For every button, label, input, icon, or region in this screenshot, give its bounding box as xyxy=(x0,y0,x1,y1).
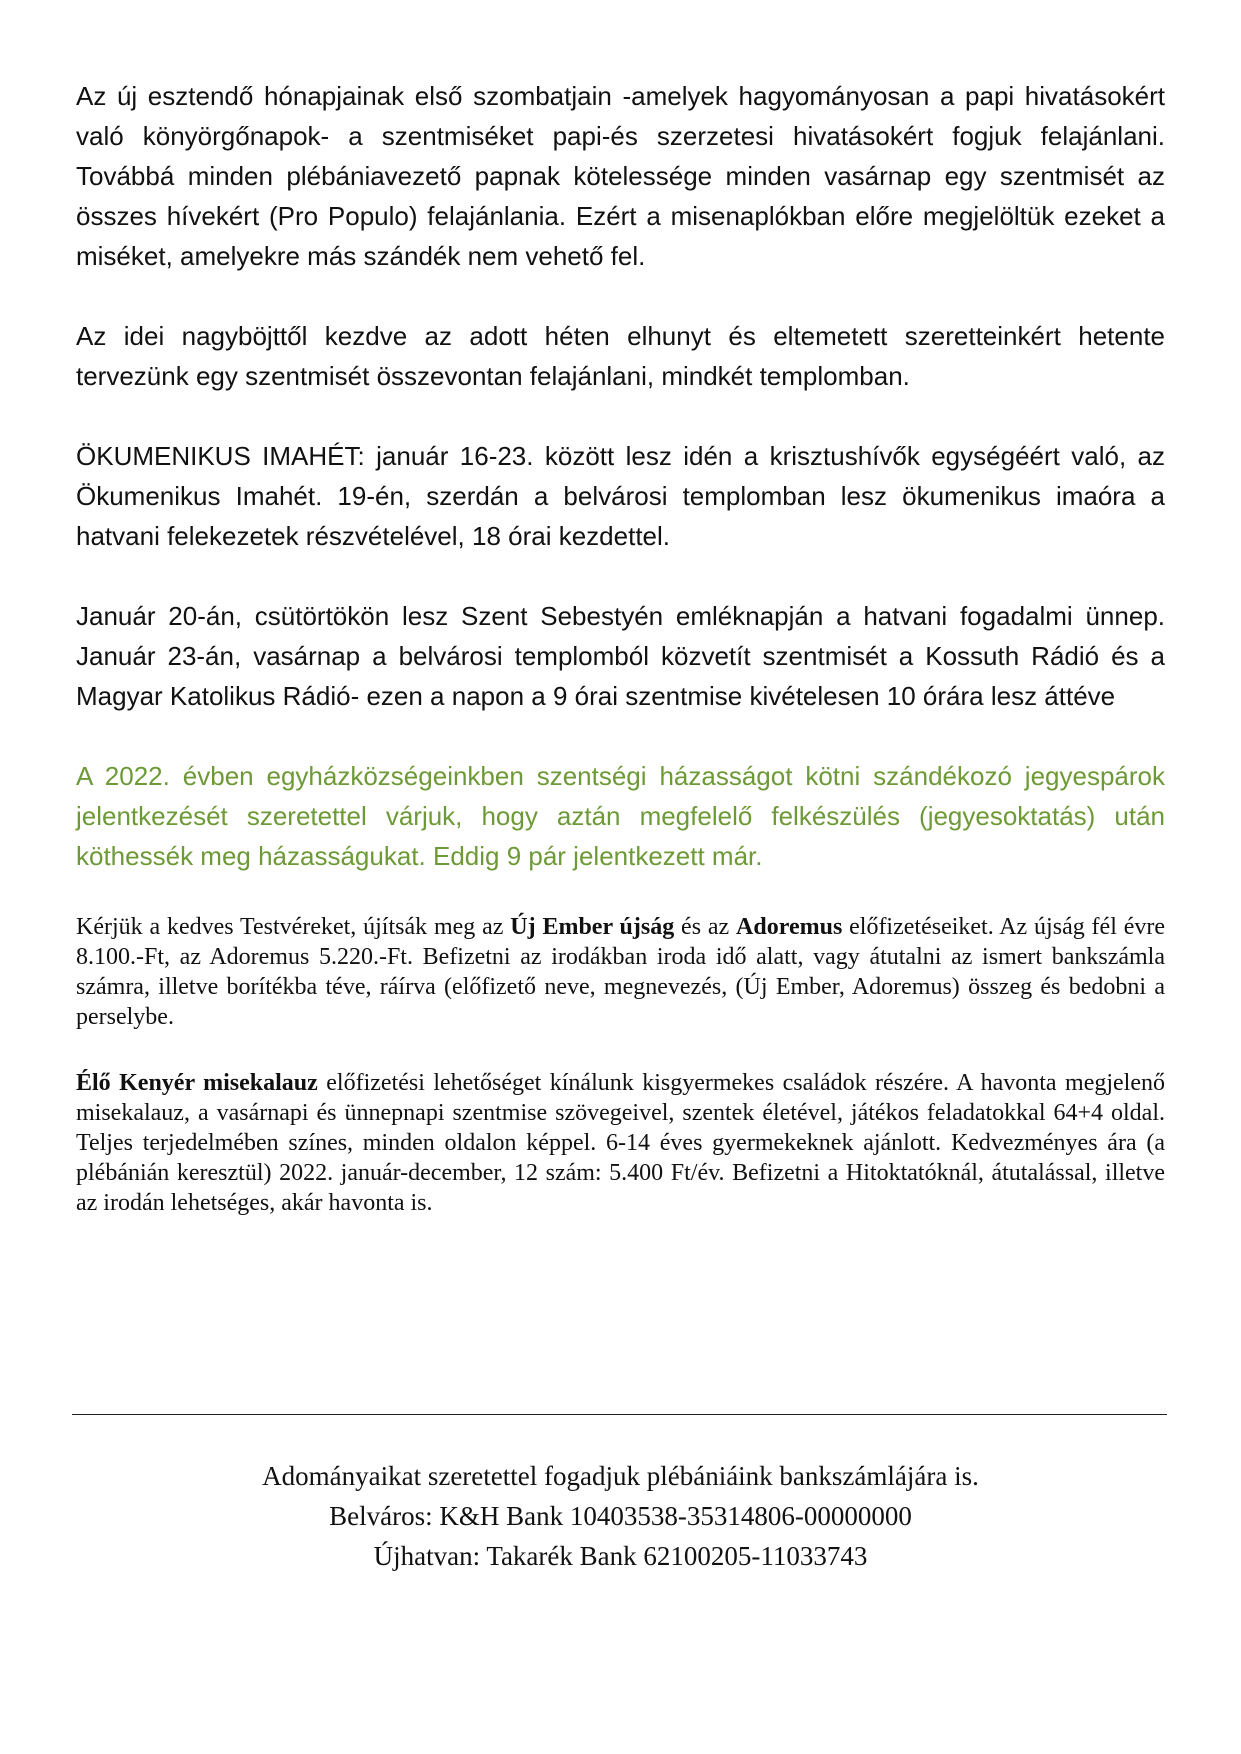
paragraph-feast-broadcast: Január 20-án, csütörtökön lesz Szent Sebestyén emléknapján a hatvani fogadalmi ünnep. Január 23-án, vasárnap a belvárosi templomból közvetít szentmisét a Kossuth Rádió és a Magyar Katolikus Rádió- ezen a napon a 9 órai szentmise kivételesen 10 órára lesz áttéve xyxy=(76,601,1165,711)
subscriptions-text-1: Kérjük a kedves Testvéreket, újítsák meg az xyxy=(76,914,511,940)
paragraph-subscriptions xyxy=(76,912,1165,1032)
uj-ember-title: Új Ember újság xyxy=(510,914,675,940)
paragraph-vocations: Az új esztendő hónapjainak első szombatjain -amelyek hagyományosan a papi hivatásokért való könyörgőnapok- a szentmiséket papi-és szerzetesi hivatásokért fogjuk felajánlani. Továbbá minden plébániavezető papnak kötelessége minden vasárnap egy szentmisét az összes hívekért (Pro Populo) felajánlania. Ezért a misenaplókban előre megjelöltük ezeket a miséket, amelyekre más szándék nem vehető fel. xyxy=(76,81,1165,271)
bank-account-belvaros: Belváros: K&H Bank 10403538-35314806-00000000 xyxy=(329,1501,912,1531)
subscriptions-text-3: előfizetéseiket. Az újság fél évre 8.100.-Ft, az Adoremus 5.220.-Ft. Befizetni az irodákban iroda idő alatt, vagy átutalni az ismert bankszámla számra, illetve borítékba téve, ráírva (előfizető neve, megnevezés, (Új Ember, Adoremus) összeg és bedobni a perselybe. xyxy=(76,914,1166,1030)
donation-line: Adományaikat szeretettel fogadjuk plébániáink bankszámlájára is. xyxy=(262,1461,979,1491)
subscriptions-text-2: és az xyxy=(674,914,737,940)
adoremus-title: Adoremus xyxy=(736,914,843,940)
paragraph-lent-masses: Az idei nagyböjttől kezdve az adott héten elhunyt és eltemetett szeretteinkért hetente tervezünk egy szentmisét összevontan felajánlani, mindkét templomban. xyxy=(76,321,1165,391)
bank-account-ujhatvan: Újhatvan: Takarék Bank 62100205-11033743 xyxy=(373,1541,868,1571)
announcements xyxy=(76,76,1165,1218)
divider xyxy=(72,1414,1167,1415)
paragraph-ecumenical-week: ÖKUMENIKUS IMAHÉT: január 16-23. között lesz idén a krisztushívők egységéért való, az Ökumenikus Imahét. 19-én, szerdán a belvárosi templomban lesz ökumenikus imaóra a hatvani felekezetek részvételével, 18 órai kezdettel. xyxy=(76,441,1165,551)
elo-kenyer-title: Élő Kenyér misekalauz xyxy=(76,1070,318,1096)
paragraph-marriage: A 2022. évben egyházközségeinkben szentségi házasságot kötni szándékozó jegyespárok jelentkezését szeretettel várjuk, hogy aztán megfelelő felkészülés (jegyesoktatás) után köthessék meg házasságukat. Eddig 9 pár jelentkezett már. xyxy=(76,761,1165,871)
donation-footer xyxy=(0,1456,1241,1576)
paragraph-elo-kenyer xyxy=(76,1068,1165,1218)
elo-kenyer-text: előfizetési lehetőséget kínálunk kisgyermekes családok részére. A havonta megjelenő misekalauz, a vasárnapi és ünnepnapi szentmise szövegeivel, szentek életével, játékos feladatokkal 64+4 oldal. Teljes terjedelmében színes, minden oldalon képpel. 6-14 éves gyermekeknek ajánlott. Kedvezményes ára (a plébánián keresztül) 2022. január-december, 12 szám: 5.400 Ft/év. Befizetni a Hitoktatóknál, átutalással, illetve az irodán lehetséges, akár havonta is. xyxy=(76,1070,1165,1216)
